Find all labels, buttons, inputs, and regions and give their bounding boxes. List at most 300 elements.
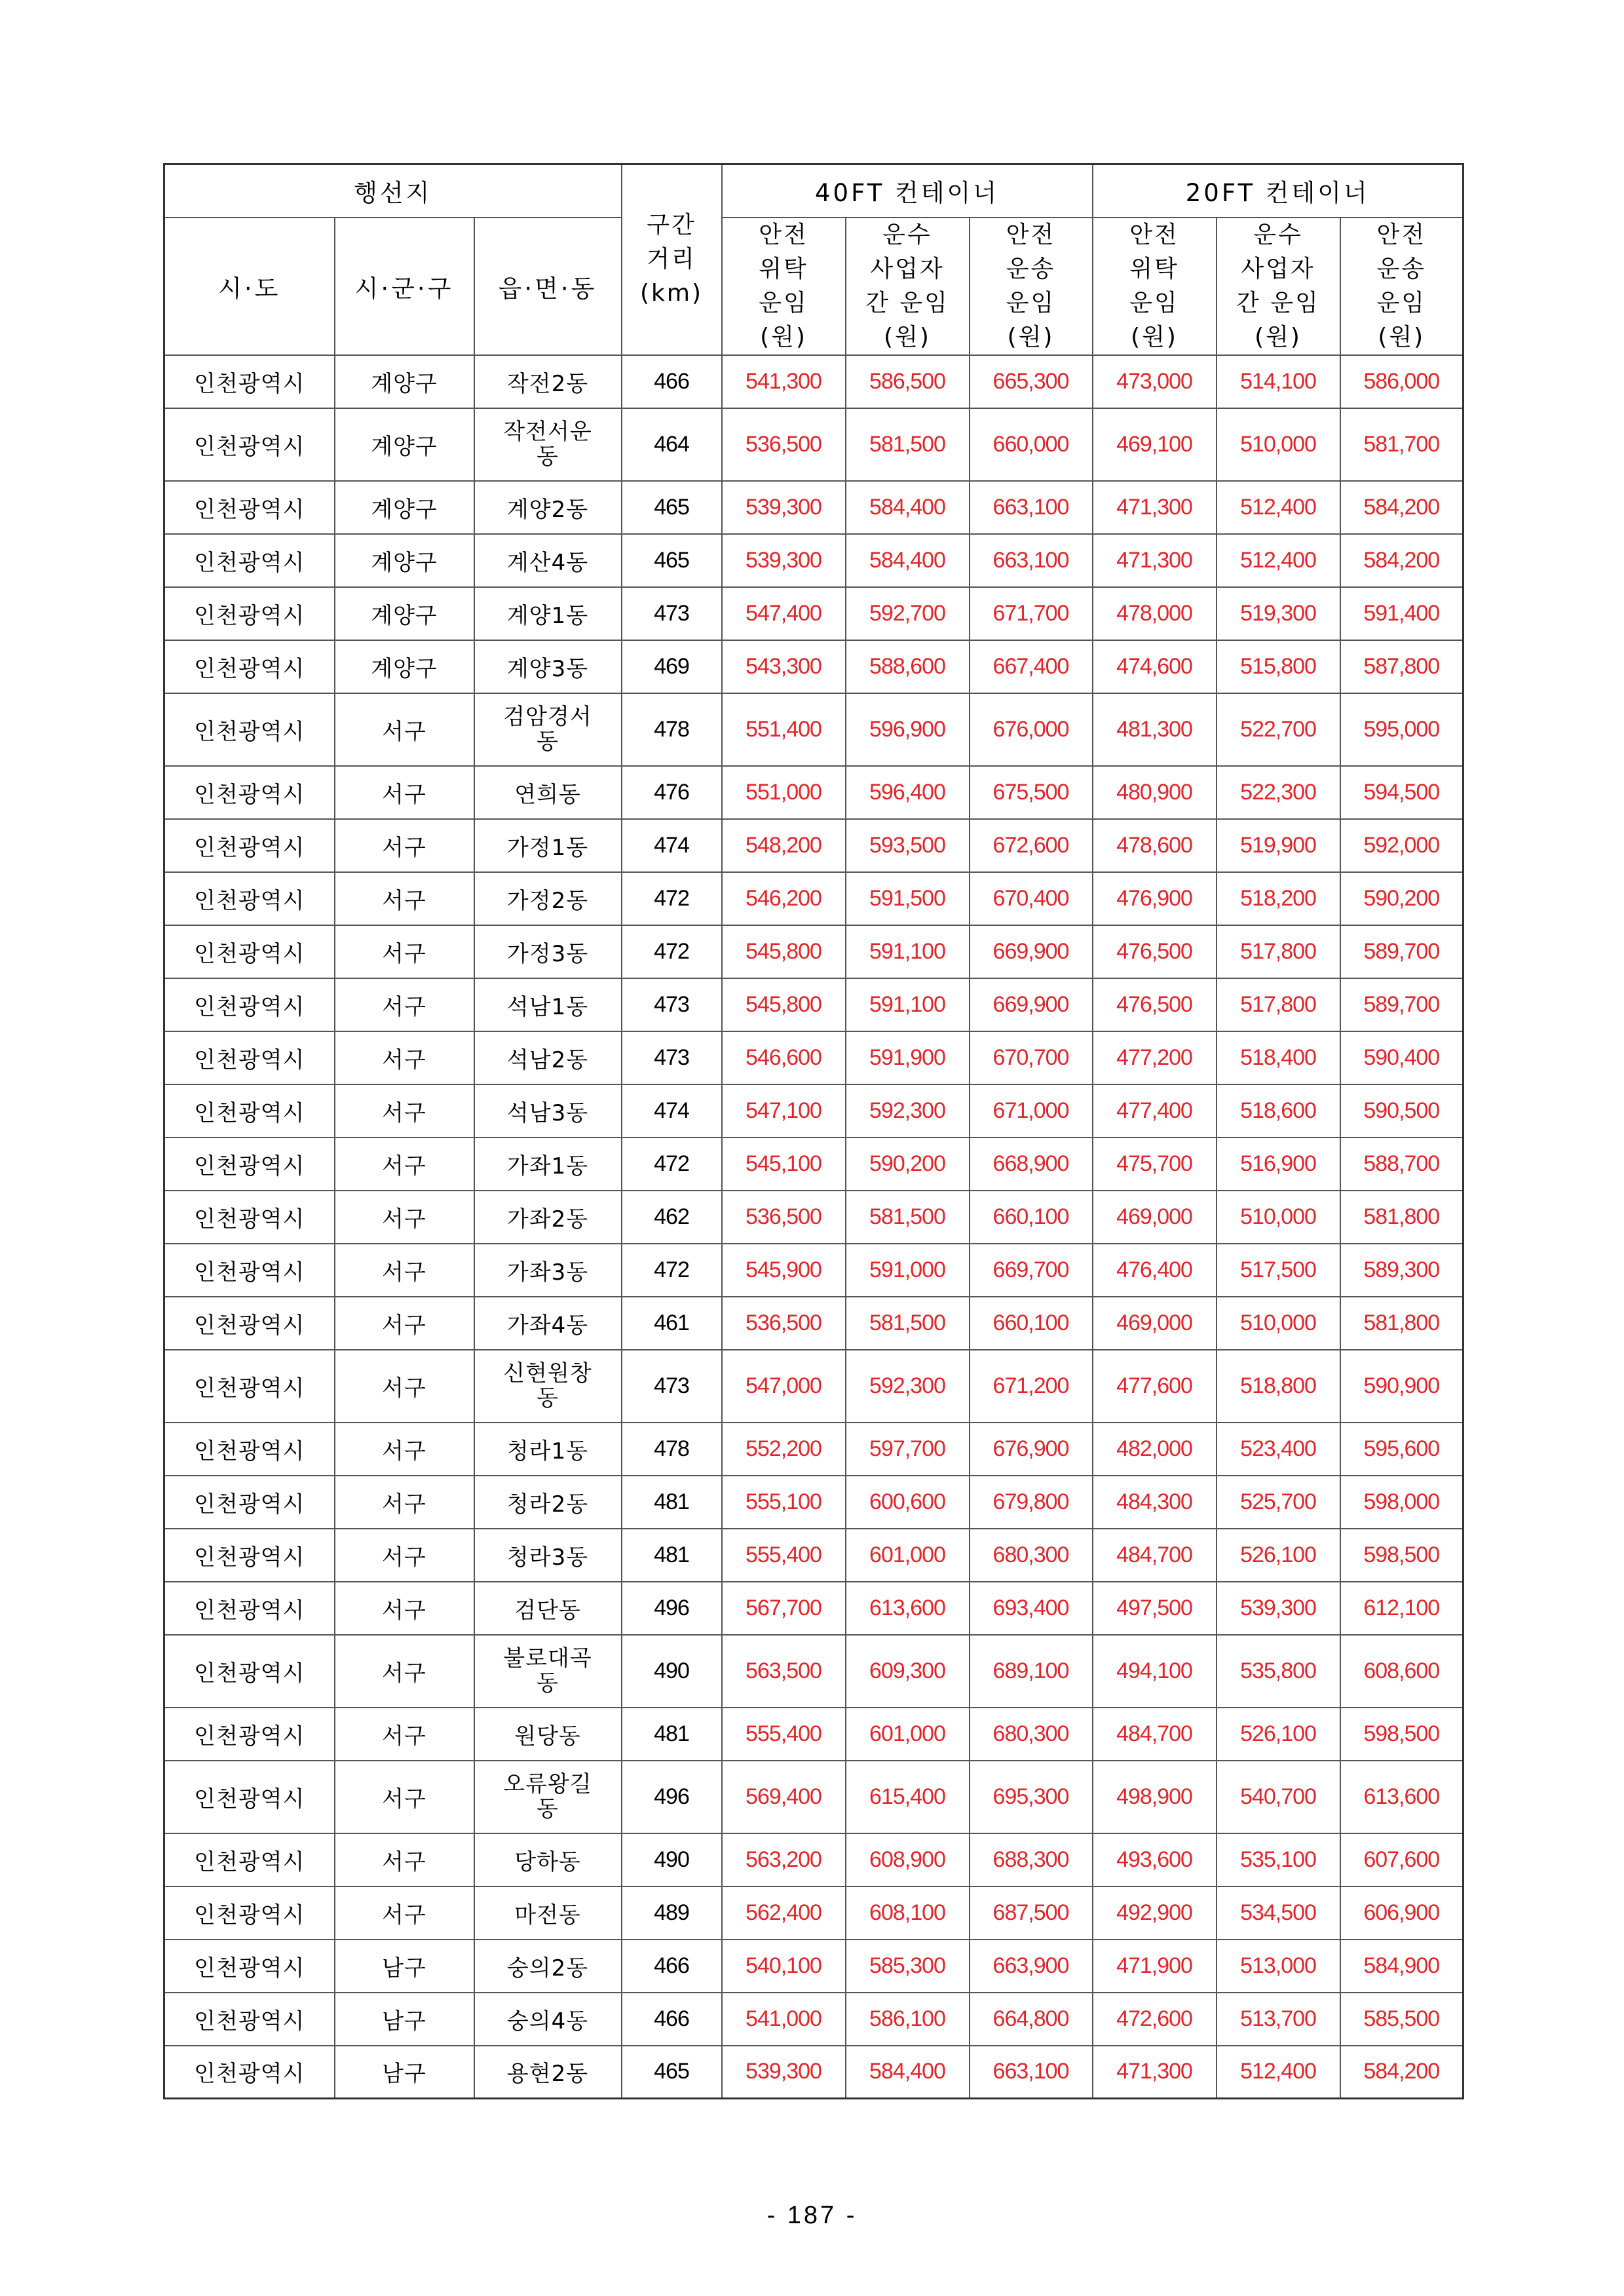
sido-cell: 인천광역시 [164,355,335,408]
rate-40-safe-trust: 539,300 [722,481,846,534]
distance-cell: 489 [622,1886,722,1940]
rate-40-safe-trust: 545,800 [722,925,846,978]
sido-cell: 인천광역시 [164,1833,335,1886]
distance-cell: 474 [622,819,722,872]
rate-40-safe-trust: 569,400 [722,1761,846,1833]
rate-20-safe-trust: 478,000 [1093,587,1217,640]
rate-40-safe-trust: 545,900 [722,1244,846,1297]
rate-40-safe-transport: 672,600 [970,819,1093,872]
rate-20-safe-transport: 590,200 [1340,872,1463,925]
dong-cell: 석남3동 [474,1084,622,1138]
sido-cell: 인천광역시 [164,693,335,766]
rate-40-safe-transport: 669,700 [970,1244,1093,1297]
rate-20-safe-trust: 474,600 [1093,640,1217,693]
rate-20-safe-transport: 584,200 [1340,534,1463,587]
rate-20-carrier: 518,800 [1217,1350,1340,1423]
distance-cell: 465 [622,481,722,534]
sido-cell: 인천광역시 [164,1708,335,1761]
rate-40-safe-transport: 671,700 [970,587,1093,640]
rate-20-safe-transport: 606,900 [1340,1886,1463,1940]
distance-cell: 478 [622,1423,722,1476]
rate-40-safe-transport: 660,000 [970,408,1093,481]
header-sido: 시·도 [164,218,335,355]
rate-40-safe-transport: 663,100 [970,481,1093,534]
distance-cell: 466 [622,355,722,408]
rate-40-safe-transport: 689,100 [970,1635,1093,1708]
dong-cell [474,1350,622,1423]
dong-cell: 가좌3동 [474,1244,622,1297]
sigungu-cell: 서구 [335,1423,474,1476]
distance-cell: 464 [622,408,722,481]
sigungu-cell: 서구 [335,872,474,925]
table-row [164,1833,1463,1886]
table-row [164,587,1463,640]
rate-40-carrier: 601,000 [846,1529,970,1582]
sido-cell: 인천광역시 [164,1138,335,1191]
rate-20-safe-trust: 476,900 [1093,872,1217,925]
rate-40-safe-trust: 539,300 [722,2046,846,2099]
rate-40-safe-trust: 563,200 [722,1833,846,1886]
distance-cell: 466 [622,1993,722,2046]
rate-20-carrier: 510,000 [1217,1191,1340,1244]
rate-40-safe-transport: 687,500 [970,1886,1093,1940]
rate-20-carrier: 513,700 [1217,1993,1340,2046]
rate-20-safe-trust: 476,400 [1093,1244,1217,1297]
sido-cell: 인천광역시 [164,1423,335,1476]
rate-20-safe-trust: 471,300 [1093,481,1217,534]
rate-40-safe-trust: 545,800 [722,978,846,1031]
sido-cell: 인천광역시 [164,1191,335,1244]
dong-cell: 계양3동 [474,640,622,693]
table-row [164,1582,1463,1635]
rate-40-safe-transport: 670,700 [970,1031,1093,1084]
rate-20-safe-trust: 484,300 [1093,1476,1217,1529]
rate-40-safe-transport: 679,800 [970,1476,1093,1529]
rate-20-safe-transport: 598,500 [1340,1529,1463,1582]
rate-40-safe-transport: 671,000 [970,1084,1093,1138]
dong-cell: 가좌2동 [474,1191,622,1244]
rate-20-safe-transport: 594,500 [1340,766,1463,819]
rate-20-safe-trust: 471,300 [1093,2046,1217,2099]
header-sigungu: 시·군·구 [335,218,474,355]
rate-20-carrier: 510,000 [1217,408,1340,481]
distance-cell: 469 [622,640,722,693]
distance-cell: 476 [622,766,722,819]
rate-40-safe-transport: 675,500 [970,766,1093,819]
sigungu-cell: 서구 [335,1244,474,1297]
rate-40-safe-trust: 545,100 [722,1138,846,1191]
dong-cell: 계양2동 [474,481,622,534]
rate-40-safe-transport: 668,900 [970,1138,1093,1191]
rate-20-carrier: 513,000 [1217,1940,1340,1993]
rate-40-safe-trust: 547,100 [722,1084,846,1138]
sigungu-cell: 서구 [335,1708,474,1761]
dong-cell [474,1761,622,1833]
sido-cell: 인천광역시 [164,1993,335,2046]
rate-20-carrier: 516,900 [1217,1138,1340,1191]
dong-cell: 석남1동 [474,978,622,1031]
rate-40-safe-trust: 539,300 [722,534,846,587]
sido-cell: 인천광역시 [164,587,335,640]
table-row [164,481,1463,534]
sido-cell: 인천광역시 [164,1297,335,1350]
table-row [164,819,1463,872]
rate-40-carrier: 615,400 [846,1761,970,1833]
header-eupmyeondong: 읍·면·동 [474,218,622,355]
dong-cell [474,1635,622,1708]
distance-cell: 472 [622,1244,722,1297]
rate-20-safe-trust: 476,500 [1093,978,1217,1031]
rate-40-carrier: 601,000 [846,1708,970,1761]
table-row [164,1297,1463,1350]
header-40-carrier: 운수 사업자 간 운임 (원) [846,218,970,355]
rate-40-carrier: 591,100 [846,978,970,1031]
rate-20-carrier: 526,100 [1217,1529,1340,1582]
rate-40-carrier: 600,600 [846,1476,970,1529]
rate-20-carrier: 512,400 [1217,481,1340,534]
rate-20-safe-trust: 478,600 [1093,819,1217,872]
dong-cell: 검단동 [474,1582,622,1635]
sido-cell: 인천광역시 [164,1582,335,1635]
freight-rate-table [163,163,1464,2099]
sigungu-cell: 서구 [335,1084,474,1138]
table-body [164,355,1463,2099]
rate-40-carrier: 581,500 [846,1297,970,1350]
table-row [164,925,1463,978]
header-40ft: 40FT 컨테이너 [722,164,1093,218]
rate-40-safe-trust: 552,200 [722,1423,846,1476]
rate-20-safe-trust: 477,400 [1093,1084,1217,1138]
rate-20-safe-trust: 492,900 [1093,1886,1217,1940]
rate-20-carrier: 535,800 [1217,1635,1340,1708]
rate-40-safe-trust: 548,200 [722,819,846,872]
rate-40-safe-trust: 540,100 [722,1940,846,1993]
rate-20-safe-transport: 595,600 [1340,1423,1463,1476]
sigungu-cell: 서구 [335,1191,474,1244]
rate-40-carrier: 591,500 [846,872,970,925]
table-row [164,693,1463,766]
rate-20-carrier: 512,400 [1217,534,1340,587]
rate-20-safe-transport: 584,900 [1340,1940,1463,1993]
rate-40-carrier: 596,400 [846,766,970,819]
distance-cell: 461 [622,1297,722,1350]
rate-40-carrier: 581,500 [846,1191,970,1244]
rate-20-safe-trust: 482,000 [1093,1423,1217,1476]
distance-cell: 481 [622,1708,722,1761]
rate-20-carrier: 534,500 [1217,1886,1340,1940]
rate-20-safe-trust: 469,100 [1093,408,1217,481]
distance-cell: 472 [622,1138,722,1191]
rate-20-safe-trust: 471,300 [1093,534,1217,587]
distance-cell: 481 [622,1476,722,1529]
rate-20-carrier: 518,200 [1217,872,1340,925]
dong-cell [474,408,622,481]
table-row [164,766,1463,819]
rate-20-safe-transport: 607,600 [1340,1833,1463,1886]
sido-cell: 인천광역시 [164,978,335,1031]
distance-cell: 466 [622,1940,722,1993]
rate-20-carrier: 517,500 [1217,1244,1340,1297]
rate-20-carrier: 518,400 [1217,1031,1340,1084]
dong-cell: 석남2동 [474,1031,622,1084]
rate-40-carrier: 586,500 [846,355,970,408]
sigungu-cell: 남구 [335,2046,474,2099]
table-row [164,355,1463,408]
rate-20-safe-trust: 471,900 [1093,1940,1217,1993]
rate-20-safe-transport: 584,200 [1340,481,1463,534]
distance-cell: 474 [622,1084,722,1138]
table-row [164,1529,1463,1582]
table-row [164,978,1463,1031]
sigungu-cell: 서구 [335,693,474,766]
table-row [164,1138,1463,1191]
rate-40-safe-transport: 669,900 [970,978,1093,1031]
rate-40-carrier: 588,600 [846,640,970,693]
rate-20-safe-transport: 588,700 [1340,1138,1463,1191]
rate-40-carrier: 592,300 [846,1350,970,1423]
rate-40-safe-trust: 567,700 [722,1582,846,1635]
distance-cell: 472 [622,872,722,925]
sigungu-cell: 서구 [335,1886,474,1940]
sigungu-cell: 서구 [335,1297,474,1350]
table-row [164,1886,1463,1940]
distance-cell: 473 [622,1350,722,1423]
sigungu-cell: 계양구 [335,587,474,640]
rate-40-carrier: 609,300 [846,1635,970,1708]
rate-20-safe-trust: 494,100 [1093,1635,1217,1708]
sido-cell: 인천광역시 [164,534,335,587]
rate-40-safe-trust: 547,400 [722,587,846,640]
rate-40-safe-transport: 676,900 [970,1423,1093,1476]
table-row [164,1708,1463,1761]
rate-40-safe-trust: 541,000 [722,1993,846,2046]
table-row [164,1244,1463,1297]
dong-cell [474,693,622,766]
dong-cell: 가정1동 [474,819,622,872]
rate-40-safe-transport: 688,300 [970,1833,1093,1886]
sigungu-cell: 서구 [335,1761,474,1833]
dong-cell: 원당동 [474,1708,622,1761]
dong-cell: 청라3동 [474,1529,622,1582]
distance-cell: 481 [622,1529,722,1582]
rate-40-safe-trust: 546,600 [722,1031,846,1084]
rate-20-safe-trust: 477,600 [1093,1350,1217,1423]
rate-20-carrier: 540,700 [1217,1761,1340,1833]
dong-cell: 가정3동 [474,925,622,978]
rate-40-carrier: 597,700 [846,1423,970,1476]
sido-cell: 인천광역시 [164,1244,335,1297]
rate-20-safe-transport: 587,800 [1340,640,1463,693]
rate-40-carrier: 590,200 [846,1138,970,1191]
distance-cell: 490 [622,1635,722,1708]
sido-cell: 인천광역시 [164,1476,335,1529]
rate-40-safe-transport: 669,900 [970,925,1093,978]
sigungu-cell: 서구 [335,1031,474,1084]
sigungu-cell: 서구 [335,1833,474,1886]
rate-40-safe-trust: 555,400 [722,1529,846,1582]
rate-40-safe-trust: 555,400 [722,1708,846,1761]
table-row [164,1350,1463,1423]
dong-cell: 청라1동 [474,1423,622,1476]
rate-40-safe-trust: 562,400 [722,1886,846,1940]
rate-40-carrier: 596,900 [846,693,970,766]
sido-cell: 인천광역시 [164,1350,335,1423]
distance-cell: 496 [622,1761,722,1833]
rate-20-safe-transport: 592,000 [1340,819,1463,872]
rate-20-safe-trust: 472,600 [1093,1993,1217,2046]
sido-cell: 인천광역시 [164,2046,335,2099]
sigungu-cell: 서구 [335,925,474,978]
rate-20-safe-transport: 589,700 [1340,925,1463,978]
rate-40-safe-trust: 563,500 [722,1635,846,1708]
rate-20-carrier: 526,100 [1217,1708,1340,1761]
rate-20-safe-trust: 473,000 [1093,355,1217,408]
sigungu-cell: 서구 [335,1582,474,1635]
distance-cell: 465 [622,2046,722,2099]
table-row [164,408,1463,481]
sido-cell: 인천광역시 [164,1886,335,1940]
rate-20-carrier: 519,300 [1217,587,1340,640]
rate-20-safe-transport: 581,700 [1340,408,1463,481]
rate-20-carrier: 535,100 [1217,1833,1340,1886]
rate-40-safe-trust: 547,000 [722,1350,846,1423]
sido-cell: 인천광역시 [164,766,335,819]
sido-cell: 인천광역시 [164,1031,335,1084]
dong-label: 오류왕길동 [503,1770,592,1822]
sigungu-cell: 서구 [335,1529,474,1582]
table-row [164,534,1463,587]
distance-cell: 478 [622,693,722,766]
table-row [164,1031,1463,1084]
rate-40-safe-transport: 667,400 [970,640,1093,693]
rate-40-safe-trust: 543,300 [722,640,846,693]
rate-40-carrier: 586,100 [846,1993,970,2046]
page-number: - 187 - [766,2202,858,2229]
distance-cell: 496 [622,1582,722,1635]
sido-cell: 인천광역시 [164,925,335,978]
rate-40-safe-trust: 555,100 [722,1476,846,1529]
rate-40-carrier: 592,300 [846,1084,970,1138]
rate-40-safe-transport: 680,300 [970,1708,1093,1761]
sigungu-cell: 계양구 [335,640,474,693]
rate-20-safe-transport: 595,000 [1340,693,1463,766]
rate-20-safe-transport: 581,800 [1340,1297,1463,1350]
dong-cell: 가좌1동 [474,1138,622,1191]
rate-20-safe-trust: 477,200 [1093,1031,1217,1084]
sigungu-cell: 계양구 [335,408,474,481]
rate-40-safe-trust: 536,500 [722,408,846,481]
rate-20-carrier: 525,700 [1217,1476,1340,1529]
sigungu-cell: 계양구 [335,481,474,534]
table-row [164,2046,1463,2099]
header-40-safe-trust: 안전 위탁 운임 (원) [722,218,846,355]
sigungu-cell: 서구 [335,1350,474,1423]
rate-20-safe-trust: 484,700 [1093,1708,1217,1761]
table-row [164,1635,1463,1708]
rate-40-carrier: 584,400 [846,2046,970,2099]
rate-40-carrier: 592,700 [846,587,970,640]
rate-40-safe-transport: 693,400 [970,1582,1093,1635]
table-row [164,1191,1463,1244]
sido-cell: 인천광역시 [164,1761,335,1833]
dong-label: 작전서운동 [503,418,592,470]
sigungu-cell: 서구 [335,819,474,872]
table-row [164,1761,1463,1833]
dong-cell: 연희동 [474,766,622,819]
distance-cell: 490 [622,1833,722,1886]
rate-40-carrier: 584,400 [846,481,970,534]
sido-cell: 인천광역시 [164,1084,335,1138]
rate-40-safe-trust: 546,200 [722,872,846,925]
sigungu-cell: 서구 [335,1138,474,1191]
sido-cell: 인천광역시 [164,640,335,693]
rate-40-safe-transport: 663,100 [970,2046,1093,2099]
table-row [164,1940,1463,1993]
rate-40-safe-transport: 665,300 [970,355,1093,408]
sido-cell: 인천광역시 [164,1635,335,1708]
rate-40-safe-transport: 671,200 [970,1350,1093,1423]
table-row [164,872,1463,925]
sido-cell: 인천광역시 [164,819,335,872]
rate-40-carrier: 593,500 [846,819,970,872]
sigungu-cell: 서구 [335,766,474,819]
sido-cell: 인천광역시 [164,1529,335,1582]
rate-20-safe-trust: 481,300 [1093,693,1217,766]
sigungu-cell: 서구 [335,1476,474,1529]
dong-label: 신현원창동 [503,1360,592,1411]
rate-20-safe-trust: 498,900 [1093,1761,1217,1833]
dong-cell: 마전동 [474,1886,622,1940]
dong-label: 검암경서동 [503,703,592,755]
dong-cell: 숭의2동 [474,1940,622,1993]
dong-label: 불로대곡동 [503,1645,592,1696]
header-20ft: 20FT 컨테이너 [1093,164,1463,218]
dong-cell: 숭의4동 [474,1993,622,2046]
dong-cell: 계양1동 [474,587,622,640]
rate-20-carrier: 518,600 [1217,1084,1340,1138]
table-row [164,1084,1463,1138]
rate-40-safe-transport: 670,400 [970,872,1093,925]
dong-cell: 당하동 [474,1833,622,1886]
rate-20-safe-trust: 469,000 [1093,1297,1217,1350]
rate-40-carrier: 591,000 [846,1244,970,1297]
table-row [164,640,1463,693]
table-row [164,1476,1463,1529]
sigungu-cell: 서구 [335,1635,474,1708]
sigungu-cell: 남구 [335,1993,474,2046]
rate-40-carrier: 585,300 [846,1940,970,1993]
rate-20-safe-transport: 589,700 [1340,978,1463,1031]
header-40-safe-transport: 안전 운송 운임 (원) [970,218,1093,355]
sigungu-cell: 남구 [335,1940,474,1993]
rate-20-safe-trust: 476,500 [1093,925,1217,978]
rate-20-safe-transport: 586,000 [1340,355,1463,408]
rate-20-safe-transport: 598,500 [1340,1708,1463,1761]
rate-20-safe-transport: 591,400 [1340,587,1463,640]
table-row [164,1993,1463,2046]
rate-20-safe-transport: 581,800 [1340,1191,1463,1244]
rate-20-carrier: 539,300 [1217,1582,1340,1635]
rate-40-safe-transport: 663,900 [970,1940,1093,1993]
sigungu-cell: 계양구 [335,534,474,587]
sido-cell: 인천광역시 [164,1940,335,1993]
header-destination: 행선지 [164,164,622,218]
sido-cell: 인천광역시 [164,872,335,925]
rate-20-carrier: 510,000 [1217,1297,1340,1350]
rate-40-carrier: 613,600 [846,1582,970,1635]
rate-20-carrier: 519,900 [1217,819,1340,872]
dong-cell: 가정2동 [474,872,622,925]
